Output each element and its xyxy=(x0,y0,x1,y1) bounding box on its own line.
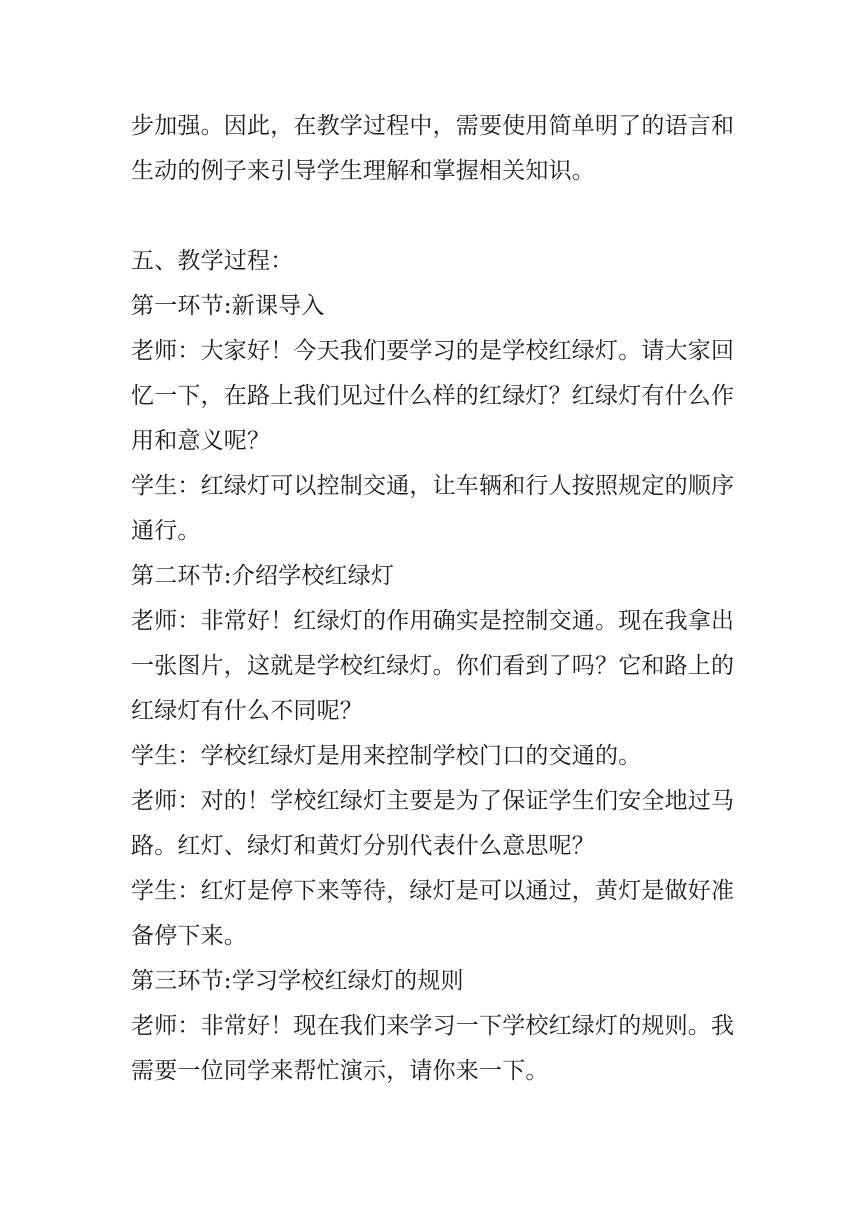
text-line: 老师：对的！学校红绿灯主要是为了保证学生们安全地过马 xyxy=(131,788,735,814)
paragraph-gap xyxy=(131,194,731,239)
text-line: 通行。 xyxy=(131,518,201,544)
text-line: 红绿灯有什么不同呢？ xyxy=(131,698,363,724)
stage-heading: 第一环节:新课导入 xyxy=(131,293,325,319)
text-line: 学生：学校红绿灯是用来控制学校门口的交通的。 xyxy=(131,743,642,769)
stage-heading: 第三环节:学习学校红绿灯的规则 xyxy=(131,968,464,994)
text-line: 路。红灯、绿灯和黄灯分别代表什么意思呢？ xyxy=(131,833,595,859)
text-line: 学生：红灯是停下来等待，绿灯是可以通过，黄灯是做好准 xyxy=(131,878,735,904)
text-line: 备停下来。 xyxy=(131,923,247,949)
document-body xyxy=(131,104,735,1094)
section-title: 五、教学过程： xyxy=(131,248,294,274)
text-line: 老师：非常好！现在我们来学习一下学校红绿灯的规则。我 xyxy=(131,1013,735,1039)
text-line: 老师：大家好！今天我们要学习的是学校红绿灯。请大家回 xyxy=(131,338,735,364)
text-line: 需要一位同学来帮忙演示，请你来一下。 xyxy=(131,1058,549,1084)
text-line: 用和意义呢？ xyxy=(131,428,271,454)
text-line: 忆一下，在路上我们见过什么样的红绿灯？红绿灯有什么作 xyxy=(131,383,735,409)
text-line: 学生：红绿灯可以控制交通，让车辆和行人按照规定的顺序 xyxy=(131,473,735,499)
stage-heading: 第二环节:介绍学校红绿灯 xyxy=(131,563,395,589)
text-line: 老师：非常好！红绿灯的作用确实是控制交通。现在我拿出 xyxy=(131,608,735,634)
text-line: 步加强。因此，在教学过程中，需要使用简单明了的语言和 xyxy=(131,113,735,139)
text-line: 生动的例子来引导学生理解和掌握相关知识。 xyxy=(131,158,595,184)
text-line: 一张图片，这就是学校红绿灯。你们看到了吗？它和路上的 xyxy=(131,653,735,679)
